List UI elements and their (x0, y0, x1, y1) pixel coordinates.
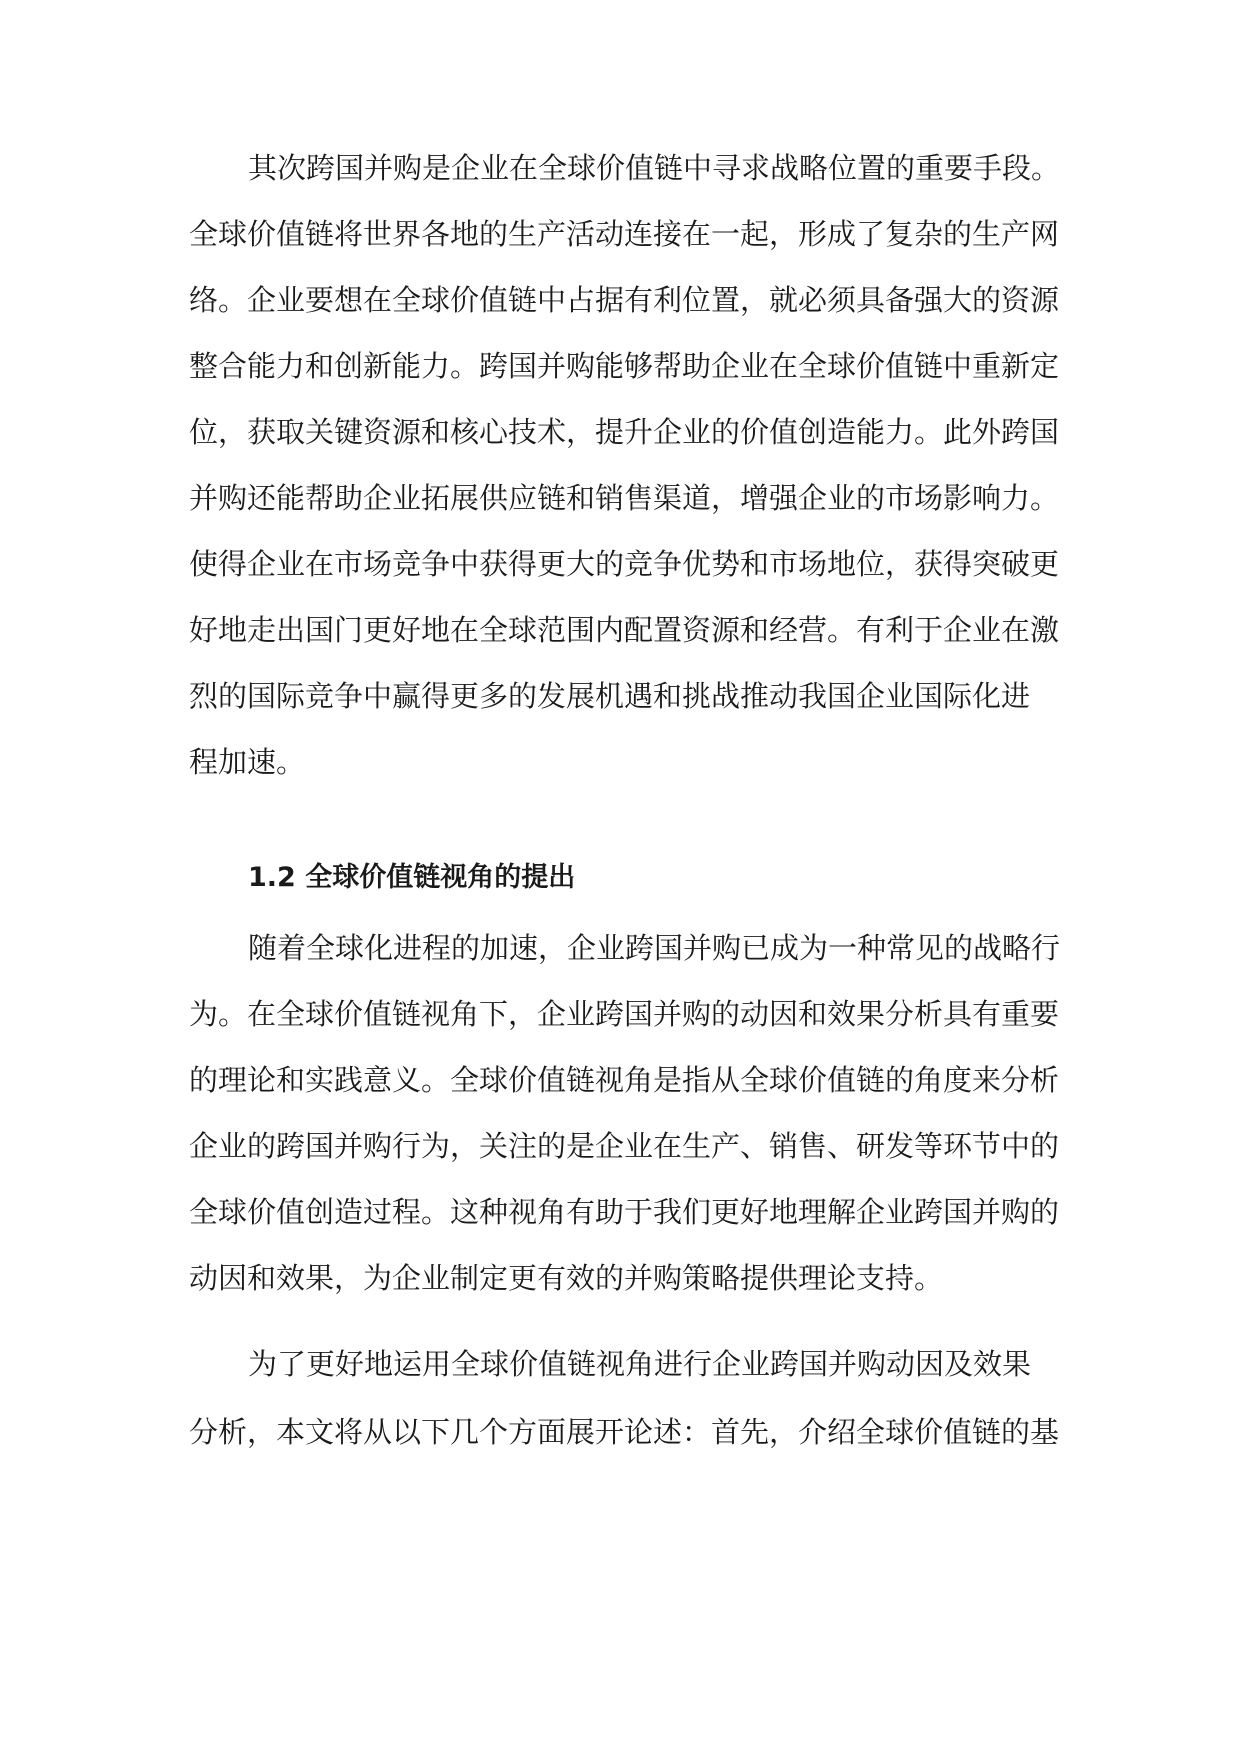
paragraph-1-line-1: 其次跨国并购是企业在全球价值链中寻求战略位置的重要手段。 (248, 151, 1061, 185)
paragraph-1-line-2: 全球价值链将世界各地的生产活动连接在一起，形成了复杂的生产网 (189, 217, 1060, 251)
paragraph-1-line-8: 好地走出国门更好地在全球范围内配置资源和经营。有利于企业在激 (189, 613, 1060, 647)
paragraph-1-line-6: 并购还能帮助企业拓展供应链和销售渠道，增强企业的市场影响力。 (189, 481, 1060, 515)
paragraph-1-line-5: 位，获取关键资源和核心技术，提升企业的价值创造能力。此外跨国 (189, 415, 1060, 449)
paragraph-2-line-3: 的理论和实践意义。全球价值链视角是指从全球价值链的角度来分析 (189, 1063, 1060, 1097)
paragraph-1-line-10: 程加速。 (189, 745, 306, 779)
section-heading: 1.2 全球价值链视角的提出 (248, 862, 576, 893)
paragraph-3-line-2: 分析，本文将从以下几个方面展开论述：首先，介绍全球价值链的基 (189, 1415, 1060, 1449)
paragraph-2-line-5: 全球价值创造过程。这种视角有助于我们更好地理解企业跨国并购的 (189, 1195, 1060, 1229)
paragraph-2-line-1: 随着全球化进程的加速，企业跨国并购已成为一种常见的战略行 (248, 931, 1061, 965)
paragraph-1-line-7: 使得企业在市场竞争中获得更大的竞争优势和市场地位，获得突破更 (189, 547, 1060, 581)
paragraph-2-line-6: 动因和效果，为企业制定更有效的并购策略提供理论支持。 (189, 1261, 944, 1295)
paragraph-2-line-4: 企业的跨国并购行为，关注的是企业在生产、销售、研发等环节中的 (189, 1129, 1060, 1163)
paragraph-2-line-2: 为。在全球价值链视角下，企业跨国并购的动因和效果分析具有重要 (189, 997, 1060, 1031)
paragraph-3-line-1: 为了更好地运用全球价值链视角进行企业跨国并购动因及效果 (248, 1347, 1032, 1381)
paragraph-1-line-3: 络。企业要想在全球价值链中占据有利位置，就必须具备强大的资源 (189, 283, 1060, 317)
paragraph-1-line-4: 整合能力和创新能力。跨国并购能够帮助企业在全球价值链中重新定 (189, 349, 1060, 383)
paragraph-1-line-9: 烈的国际竞争中赢得更多的发展机遇和挑战推动我国企业国际化进 (189, 679, 1031, 713)
